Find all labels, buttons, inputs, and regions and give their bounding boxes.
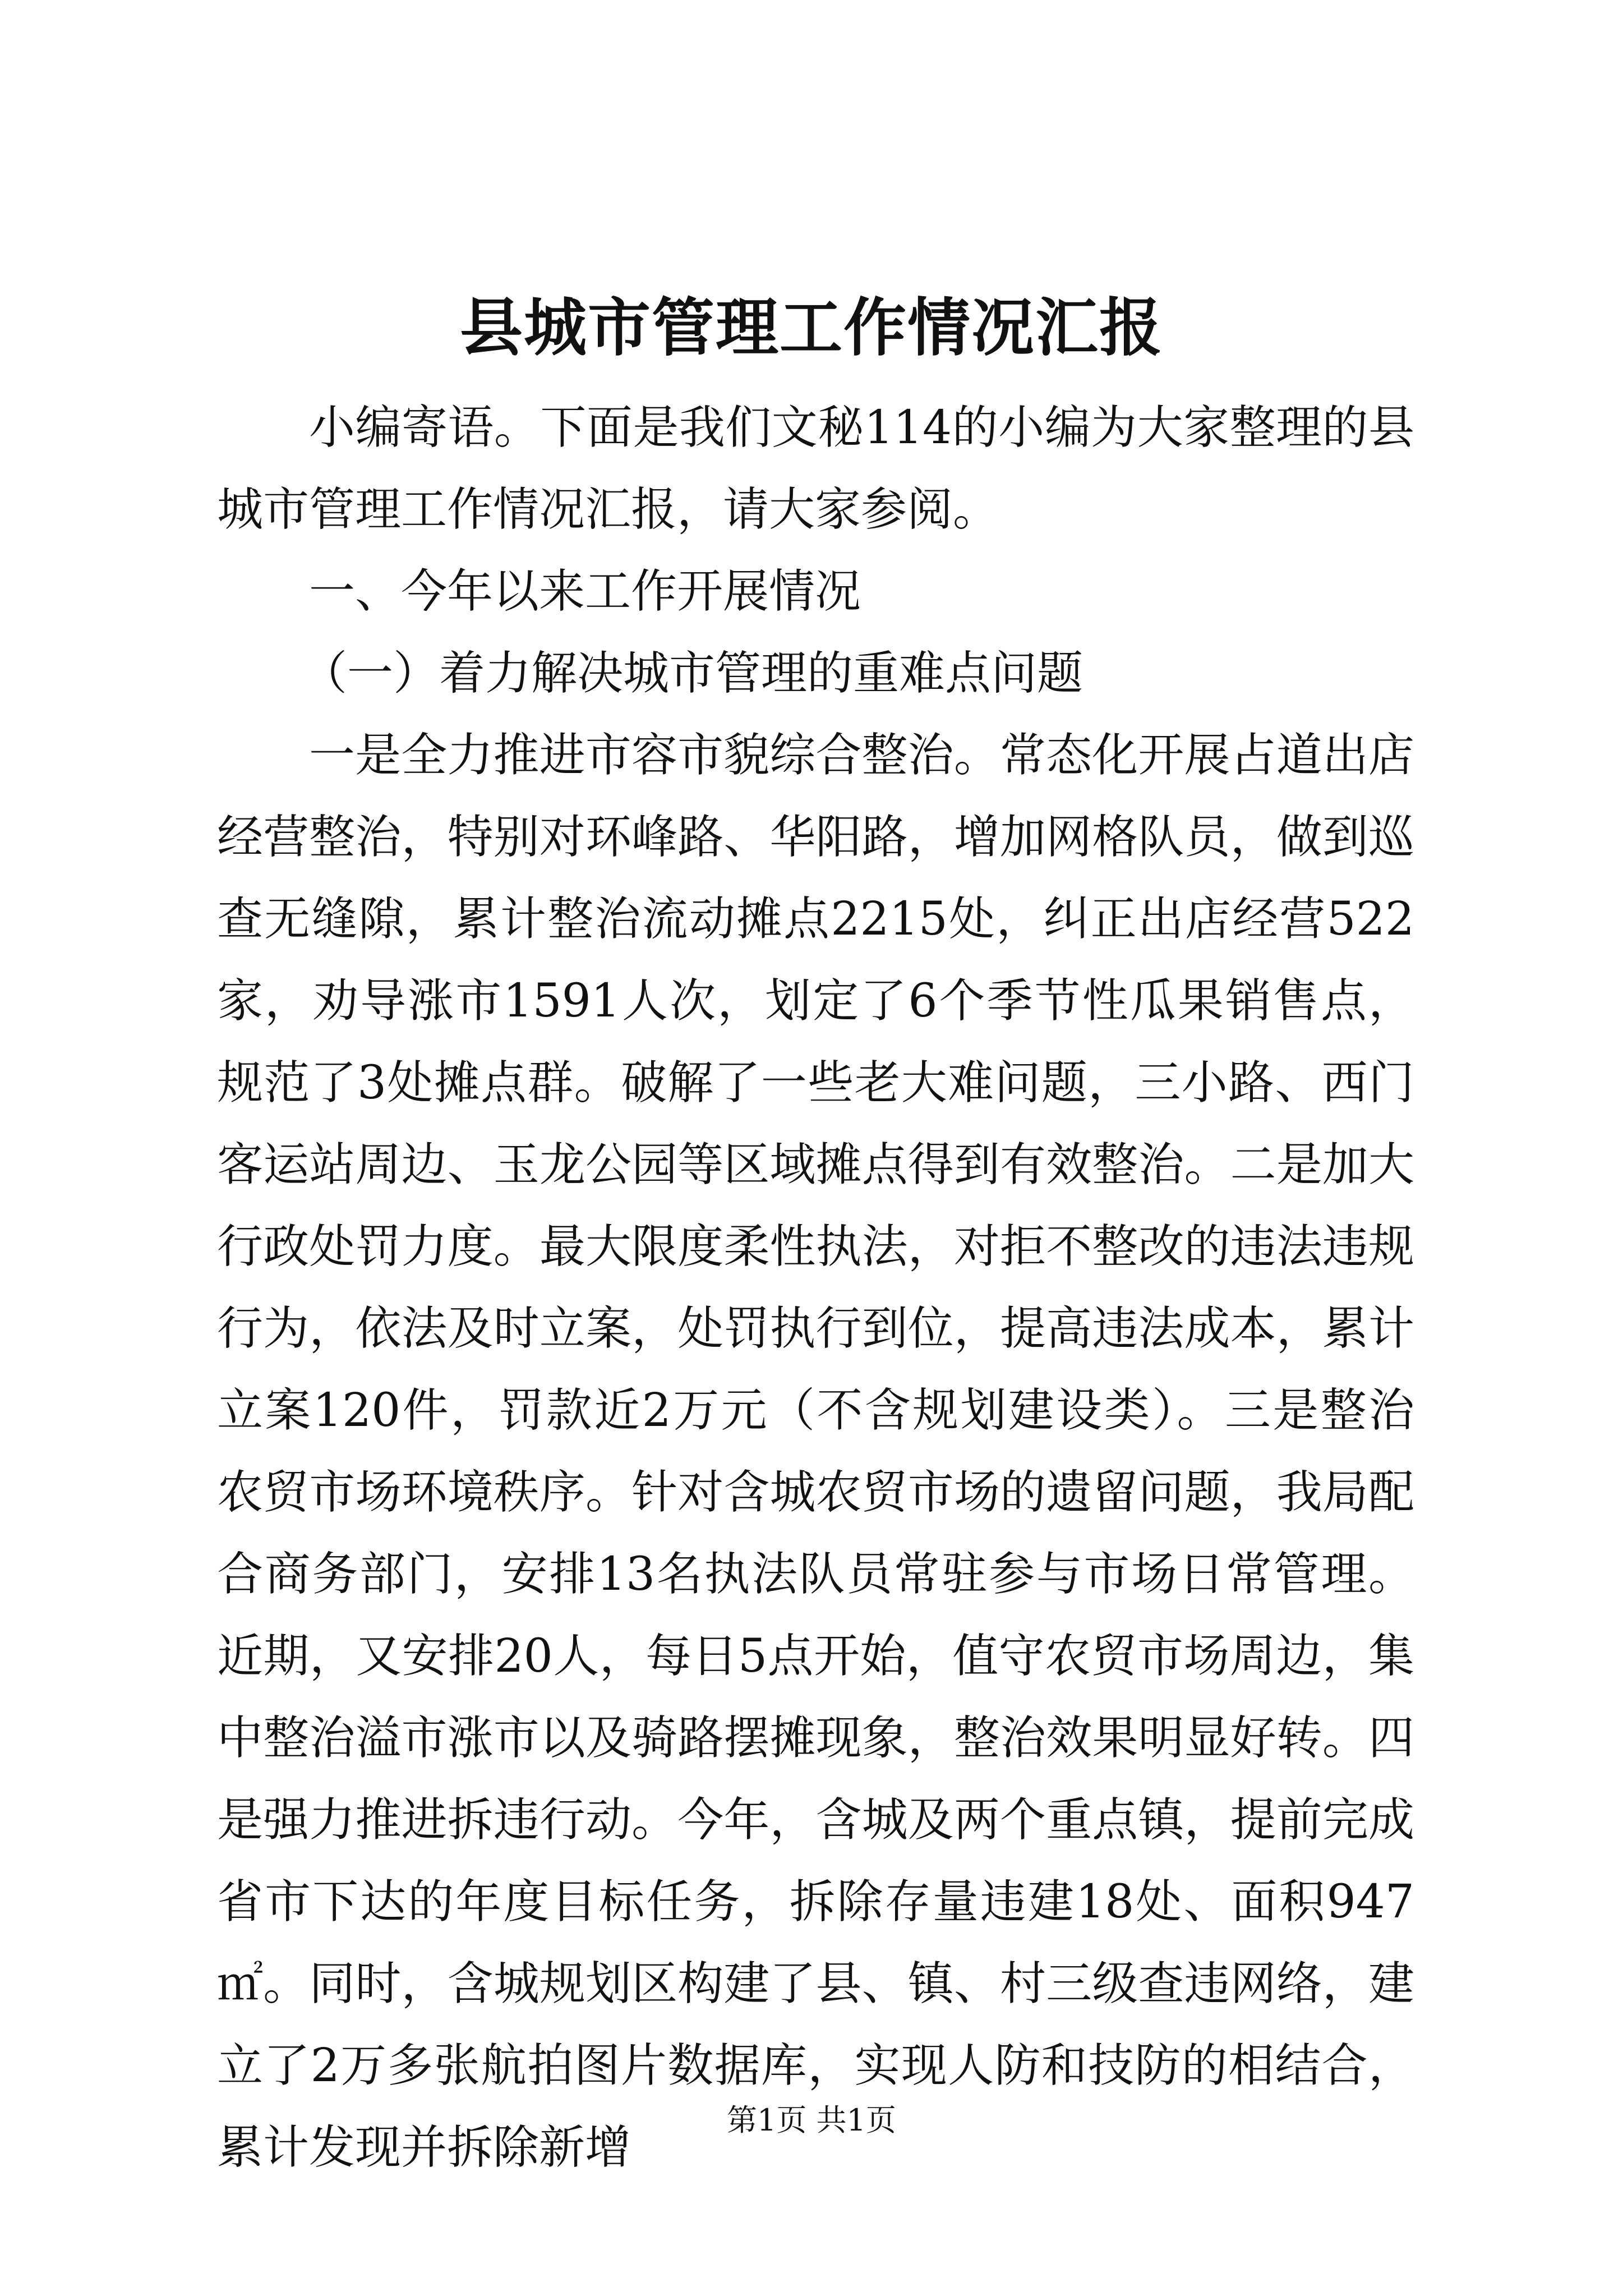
subsection-heading: （一）着力解决城市管理的重难点问题 (301, 647, 1083, 700)
intro-paragraph: 小编寄语。下面是我们文秘114的小编为大家整理的县城市管理工作情况汇报，请大家参阅。 (217, 401, 1414, 536)
section-heading: 一、今年以来工作开展情况 (309, 565, 861, 618)
document-title: 县城市管理工作情况汇报 (460, 291, 1163, 365)
page-footer: 第1页 共1页 (727, 2102, 896, 2138)
document-body (217, 387, 1414, 2189)
body-paragraph: 一是全力推进市容市貌综合整治。常态化开展占道出店经营整治，特别对环峰路、华阳路，增加网格队员，做到巡查无缝隙，累计整治流动摊点2215处，纠正出店经营522家，劝导涨市1591人次，划定了6个季节性瓜果销售点，规范了3处摊点群。破解了一些老大难问题，三小路、西门客运站周边、玉龙公园等区域摊点得到有效整治。二是加大行政处罚力度。最大限度柔性执法，对拒不整改的违法违规行为，依法及时立案，处罚执行到位，提高违法成本，累计立案120件，罚款近2万元（不含规划建设类）。三是整治农贸市场环境秩序。针对含城农贸市场的遗留问题，我局配合商务部门，安排13名执法队员常驻参与市场日常管理。近期，又安排20人，每日5点开始，值守农贸市场周边，集中整治溢市涨市以及骑路摆摊现象，整治效果明显好转。四是强力推进拆违行动。今年，含城及两个重点镇，提前完成省市下达的年度目标任务，拆除存量违建18处、面积947㎡。同时，含城规划区构建了县、镇、村三级查违网络，建立了2万多张航拍图片数据库，实现人防和技防的相结合，累计发现并拆除新增 (217, 729, 1414, 2174)
